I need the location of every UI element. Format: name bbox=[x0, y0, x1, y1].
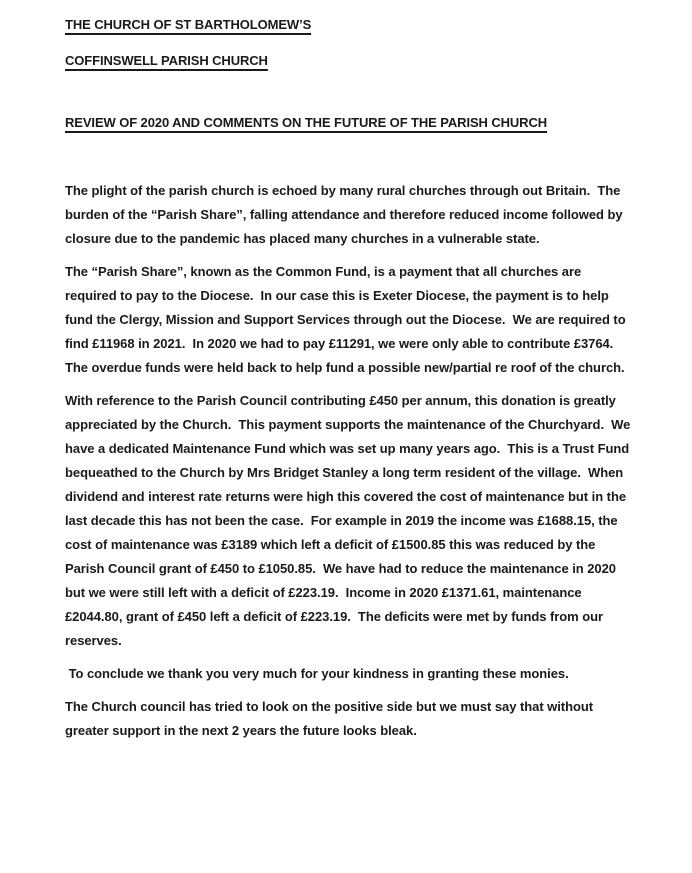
doc-heading-parish-name: COFFINSWELL PARISH CHURCH bbox=[65, 53, 268, 68]
paragraph-plight-of-parish: The plight of the parish church is echoed by many rural churches through out Britain. The burden of the “Parish Share”, falling attendance and therefore reduced income followed by closure due to the pandemic has placed many churches in a vulnerable state. bbox=[65, 183, 627, 246]
paragraph-parish-share: The “Parish Share”, known as the Common Fund, is a payment that all churches are required to pay to the Diocese. In our case this is Exeter Diocese, the payment is to help fund the Clergy, Mission and Support Services through out the Diocese. We are required to find £11968 in 2021. In 2020 we had to pay £11291, we were only able to contribute £3764. The overdue funds were held back to help fund a possible new/partial re roof of the church. bbox=[65, 264, 630, 375]
paragraph-parish-council-maintenance: With reference to the Parish Council contributing £450 per annum, this donation is greatly appreciated by the Church. This payment supports the maintenance of the Churchyard. We have a dedicated Maintenance Fund which was set up many years ago. This is a Trust Fund bequeathed to the Church by Mrs Bridget Stanley a long term resident of the village. When dividend and interest rate returns were high this covered the cost of maintenance but in the last decade this has not been the case. For example in 2019 the income was £1688.15, the cost of maintenance was £3189 which left a deficit of £1500.85 this was reduced by the Parish Council grant of £450 to £1050.85. We have had to reduce the maintenance in 2020 but we were still left with a deficit of £223.19. Income in 2020 £1371.61, maintenance £2044.80, grant of £450 left a deficit of £223.19. The deficits were met by funds from our reserves. bbox=[65, 393, 634, 648]
doc-heading-church-name: THE CHURCH OF ST BARTHOLOMEW’S bbox=[65, 17, 312, 32]
doc-title-review: REVIEW OF 2020 AND COMMENTS ON THE FUTURE OF THE PARISH CHURCH bbox=[65, 115, 548, 130]
paragraph-conclusion-thanks: To conclude we thank you very much for your kindness in granting these monies. bbox=[65, 666, 569, 681]
paragraph-future-outlook: The Church council has tried to look on the positive side but we must say that without greater support in the next 2 years the future looks bleak. bbox=[65, 699, 597, 738]
